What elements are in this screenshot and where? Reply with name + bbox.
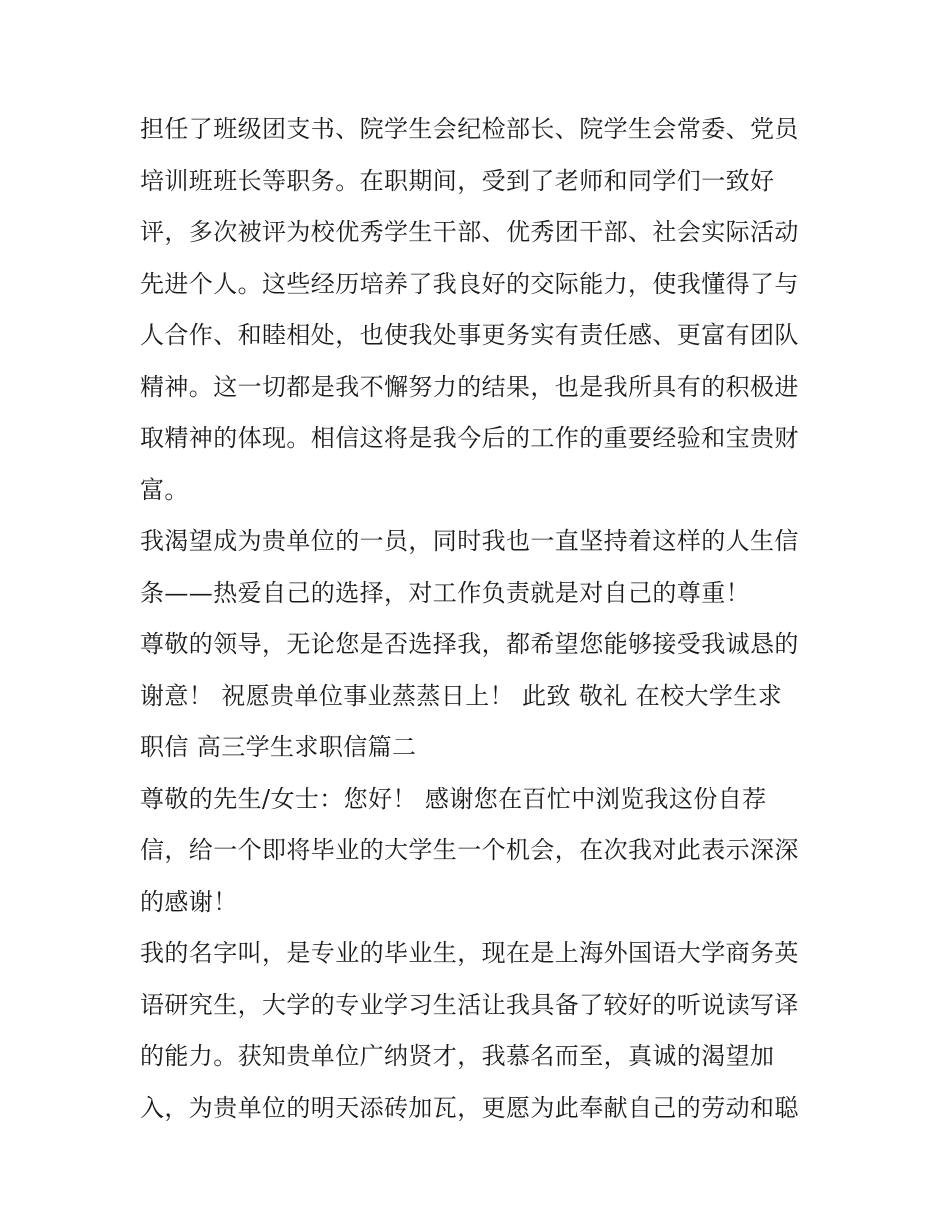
text-line: 谢意！ 祝愿贵单位事业蒸蒸日上！ 此致 敬礼 在校大学生求: [140, 681, 783, 710]
text-line: 的感谢！: [140, 887, 238, 916]
text-line: 语研究生，大学的专业学习生活让我具备了较好的听说读写译: [140, 990, 799, 1019]
text-line: 富。: [140, 475, 189, 504]
text-line: 培训班班长等职务。在职期间，受到了老师和同学们一致好: [140, 166, 775, 195]
text-line: 尊敬的先生/女士：您好！ 感谢您在百忙中浏览我这份自荐: [140, 784, 767, 813]
text-line: 担任了班级团支书、院学生会纪检部长、院学生会常委、党员: [140, 115, 799, 143]
text-line: 精神。这一切都是我不懈努力的结果，也是我所具有的积极进: [140, 372, 799, 401]
text-line: 入，为贵单位的明天添砖加瓦，更愿为此奉献自己的劳动和聪: [140, 1093, 799, 1122]
text-line: 信，给一个即将毕业的大学生一个机会，在次我对此表示深深: [140, 836, 799, 864]
text-line: 职信 高三学生求职信篇二: [140, 733, 417, 761]
text-line: 尊敬的领导，无论您是否选择我，都希望您能够接受我诚恳的: [140, 630, 799, 658]
text-line: 条——热爱自己的选择，对工作负责就是对自己的尊重！: [140, 578, 750, 607]
text-line: 先进个人。这些经历培养了我良好的交际能力，使我懂得了与: [140, 269, 799, 298]
text-line: 我渴望成为贵单位的一员，同时我也一直坚持着这样的人生信: [140, 527, 799, 555]
text-line: 的能力。获知贵单位广纳贤才，我慕名而至，真诚的渴望加: [140, 1042, 775, 1070]
text-line: 我的名字叫，是专业的毕业生，现在是上海外国语大学商务英: [140, 939, 799, 967]
text-line: 评，多次被评为校优秀学生干部、优秀团干部、社会实际活动: [140, 218, 799, 246]
text-line: 人合作、和睦相处，也使我处事更务实有责任感、更富有团队: [140, 321, 799, 349]
document-body: [140, 104, 820, 1134]
text-line: 取精神的体现。相信这将是我今后的工作的重要经验和宝贵财: [140, 424, 799, 452]
